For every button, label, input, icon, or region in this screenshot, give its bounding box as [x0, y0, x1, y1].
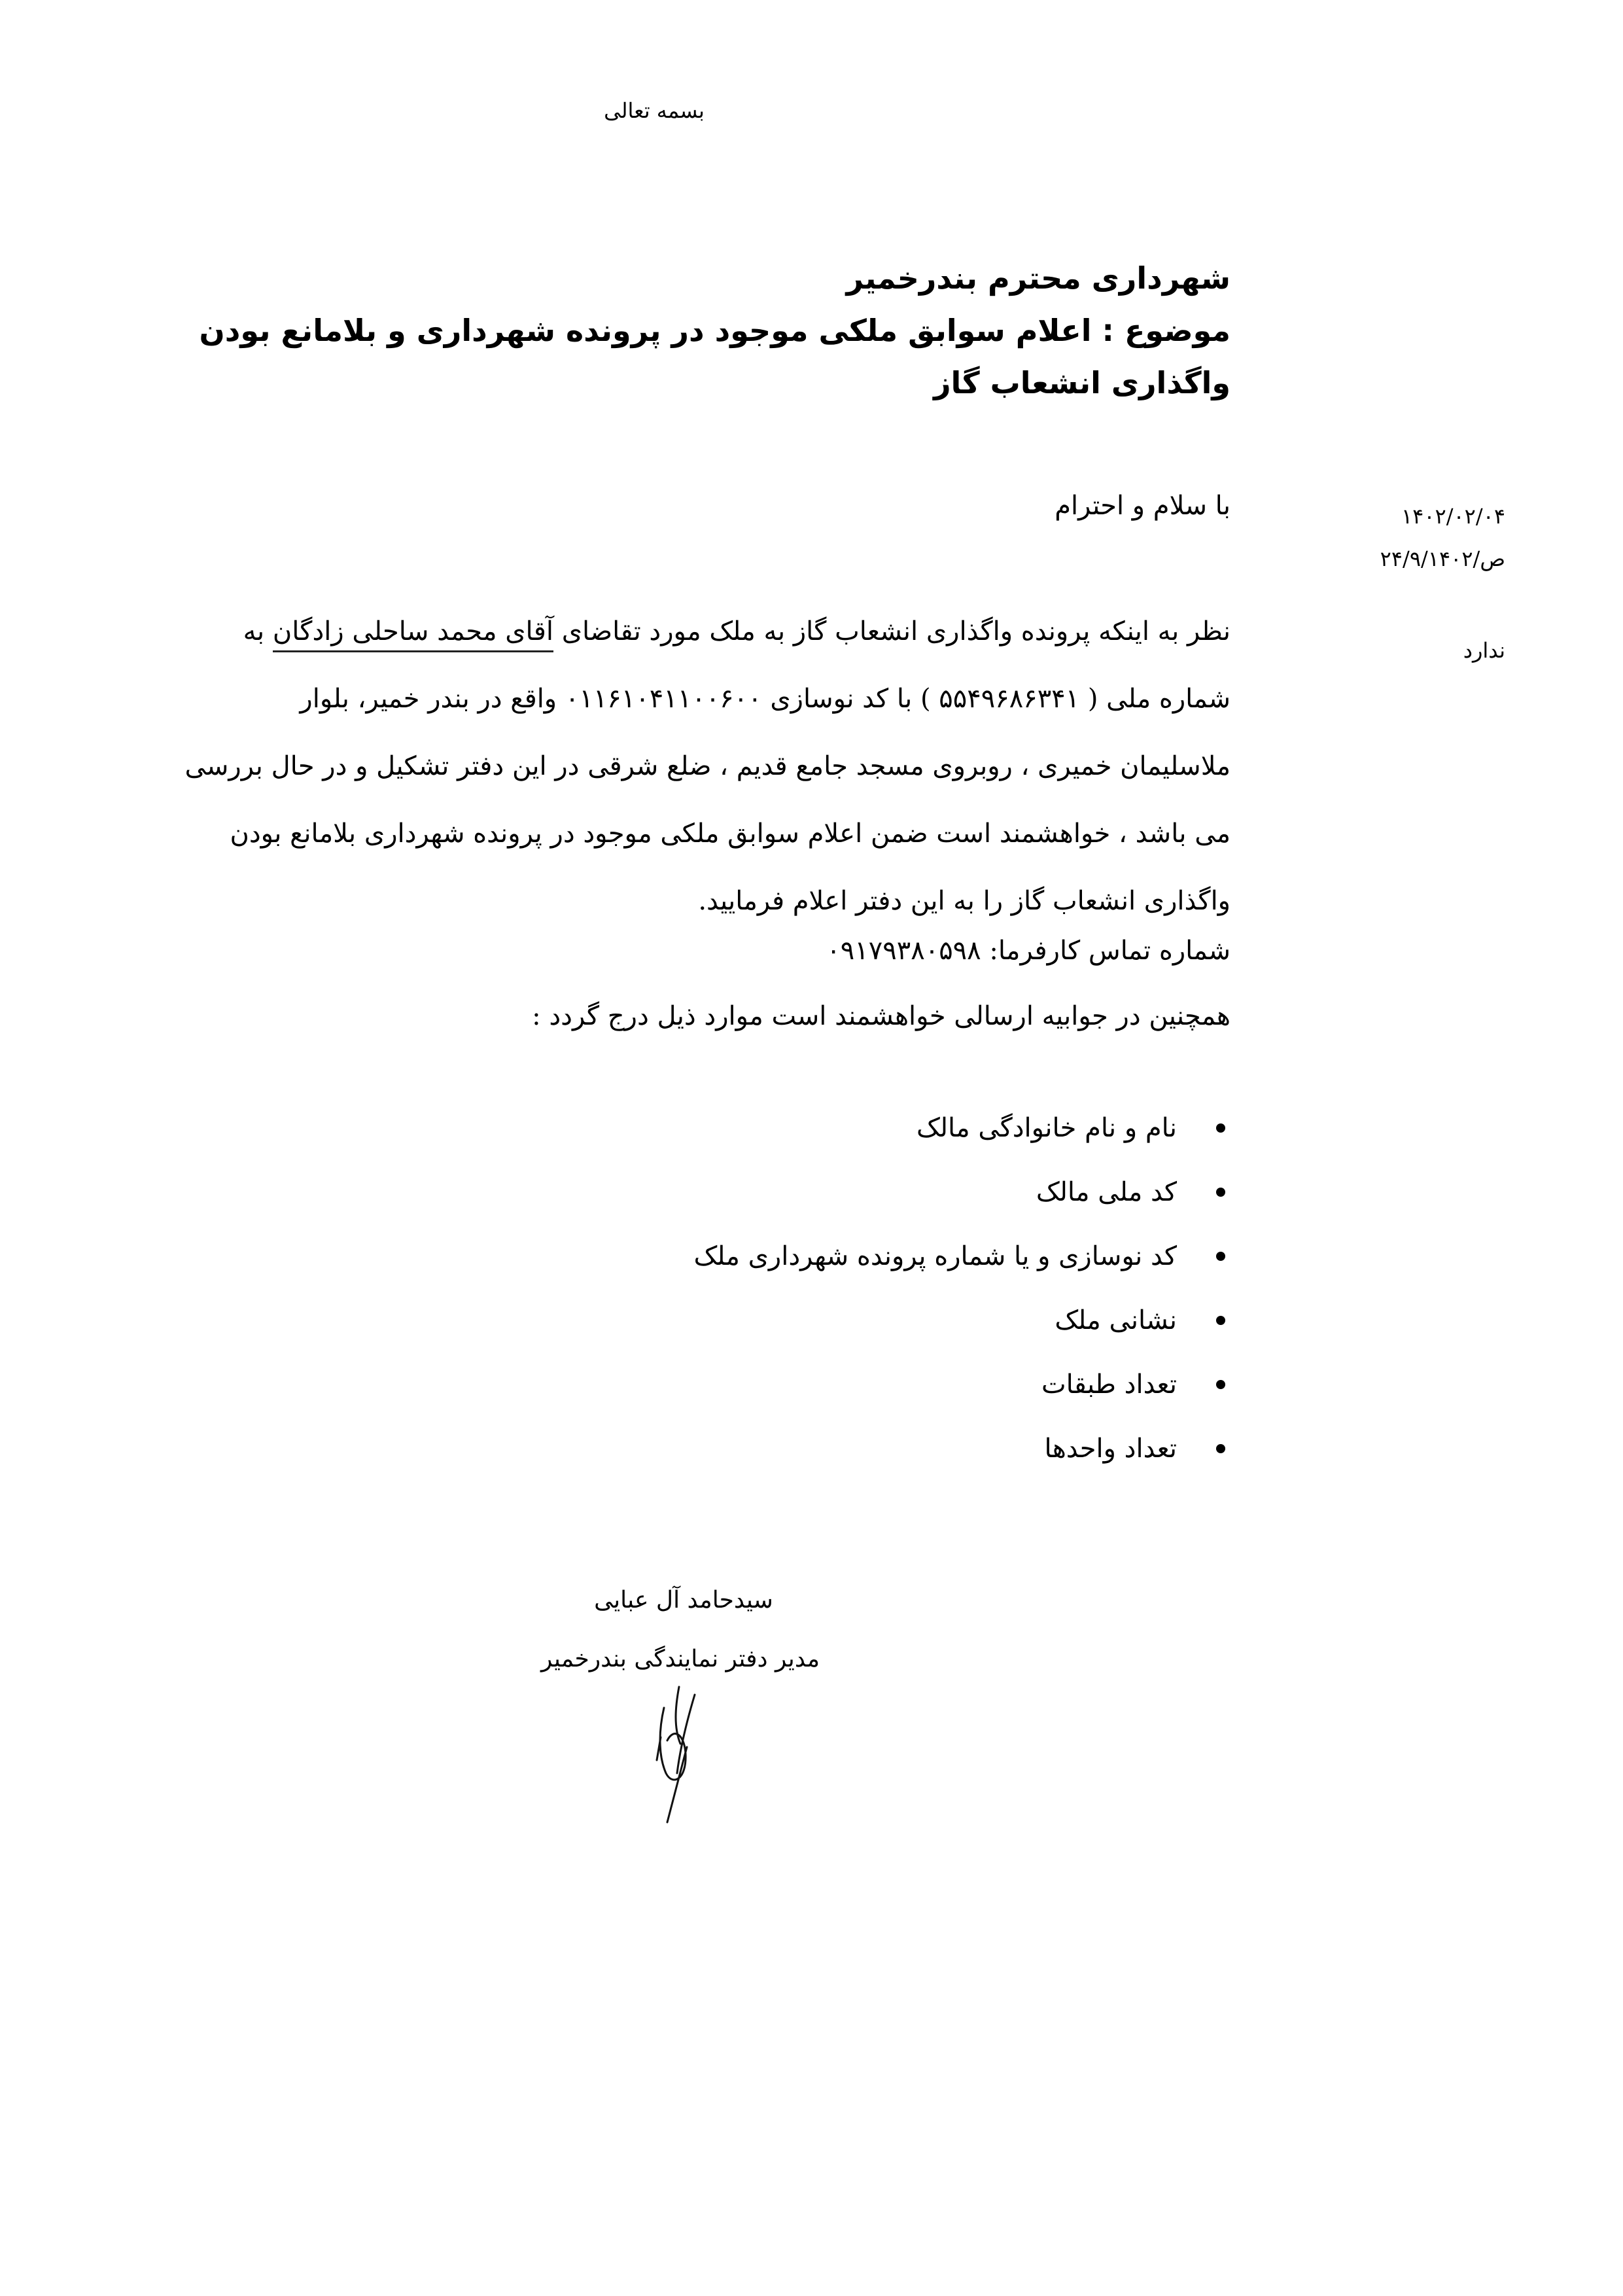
- body-line: ملاسلیمان خمیری ، روبروی مسجد جامع قدیم ، ضلع شرقی در این دفتر تشکیل و در حال بررسی: [184, 751, 1230, 781]
- body-line: می باشد ، خواهشمند است ضمن اعلام سوابق ملکی موجود در پرونده شهرداری بلامانع بودن: [230, 819, 1230, 849]
- list-item: نشانی ملک: [445, 1288, 1230, 1352]
- letter-number: ص/۲۴/۹/۱۴۰۲: [1380, 546, 1505, 571]
- greeting: با سلام و احترام: [1055, 491, 1230, 521]
- body-line-text: نظر به اینکه پرونده واگذاری انشعاب گاز به ملک مورد تقاضای آقای محمد ساحلی زادگان به: [243, 612, 1230, 679]
- contact-label: شماره تماس کارفرما:: [989, 936, 1230, 966]
- subject-heading: موضوع : اعلام سوابق ملکی موجود در پرونده شهرداری و بلامانع بودن واگذاری انشعاب گاز: [199, 313, 1230, 400]
- list-item: نام و نام خانوادگی مالک: [445, 1096, 1230, 1160]
- list-item: تعداد طبقات: [445, 1352, 1230, 1417]
- invocation-header: بسمه تعالی: [604, 98, 705, 123]
- body-line: شماره ملی ( ۵۵۴۹۶۸۶۳۴۱ ) با کد نوسازی ۰۱۱۶۱۰۴۱۱۰۰۶۰۰ واقع در بندر خمیر، بلوار: [300, 684, 1230, 714]
- signatory-name: سیدحامد آل عبایی: [594, 1587, 773, 1614]
- list-item: کد نوسازی و یا شماره پرونده شهرداری ملک: [445, 1224, 1230, 1288]
- body-line: واگذاری انشعاب گاز را به این دفتر اعلام فرمایید.: [698, 886, 1230, 916]
- bullet-icon: [1216, 1380, 1225, 1389]
- contact-line: [826, 936, 1230, 966]
- bullet-icon: [1216, 1444, 1225, 1453]
- handwritten-signature-icon: [641, 1682, 720, 1826]
- bullet-icon: [1216, 1252, 1225, 1261]
- body-paragraph: [125, 612, 1230, 949]
- letter-attachment: ندارد: [1463, 638, 1505, 663]
- addressee-heading: شهرداری محترم بندرخمیر: [846, 260, 1230, 296]
- contact-phone: ۰۹۱۷۹۳۸۰۵۹۸: [826, 936, 981, 966]
- list-item: تعداد واحدها: [445, 1417, 1230, 1481]
- requested-items-list: [445, 1096, 1230, 1481]
- applicant-name: آقای محمد ساحلی زادگان: [273, 616, 553, 652]
- bullet-icon: [1216, 1316, 1225, 1325]
- list-item: کد ملی مالک: [445, 1160, 1230, 1224]
- letter-date: ۱۴۰۲/۰۲/۰۴: [1401, 504, 1505, 529]
- body-line: [125, 612, 1230, 679]
- request-intro: همچنین در جوابیه ارسالی خواهشمند است موارد ذیل درج گردد :: [532, 1001, 1230, 1031]
- bullet-icon: [1216, 1188, 1225, 1197]
- bullet-icon: [1216, 1123, 1225, 1133]
- signatory-title: مدیر دفتر نمایندگی بندرخمیر: [540, 1646, 820, 1672]
